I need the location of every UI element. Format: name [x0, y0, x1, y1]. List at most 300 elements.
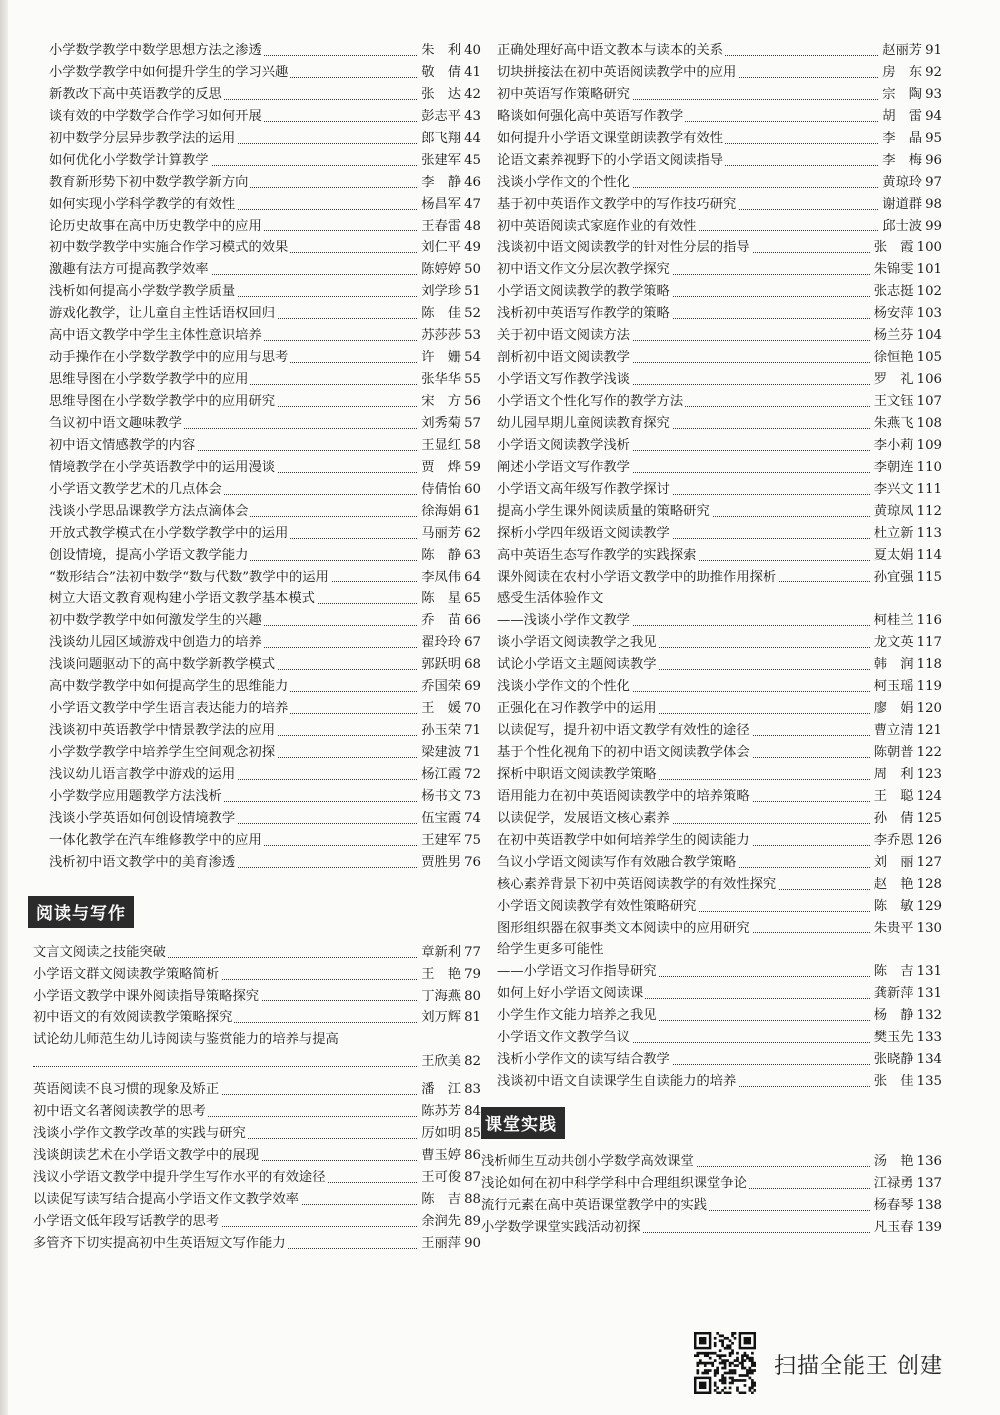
entry-author-page — [418, 1145, 481, 1167]
entry-page: 102 — [916, 284, 942, 300]
toc-entry — [497, 742, 942, 764]
entry-title: 浅谈初中语文自读课学生自读能力的培养 — [497, 1074, 737, 1090]
entry-title: 初中英语写作策略研究 — [497, 86, 630, 102]
toc-entry — [33, 1029, 481, 1051]
entry-title: ——浅谈小学作文教学 — [497, 613, 630, 629]
entry-title: 小学数学应用题教学方法浅析 — [49, 788, 222, 804]
entry-author-page — [871, 720, 942, 742]
entry-page: 101 — [916, 262, 942, 278]
entry-title: 刍议初中语文趣味教学 — [49, 415, 182, 431]
toc-entry — [481, 1195, 942, 1217]
entry-page: 139 — [916, 1219, 942, 1235]
entry-author-page — [871, 303, 942, 325]
toc-entry — [33, 1211, 481, 1233]
entry-title: 初中语文名著阅读教学的思考 — [33, 1104, 206, 1120]
toc-entry — [497, 545, 942, 567]
entry-author-page — [418, 303, 481, 325]
scanner-watermark — [694, 1332, 994, 1394]
entry-title: 流行元素在高中英语课堂教学中的实践 — [481, 1197, 708, 1213]
toc-entry — [497, 501, 942, 523]
entry-author: 刘 丽 — [873, 854, 914, 870]
entry-page: 56 — [464, 394, 481, 409]
entry-page: 50 — [464, 262, 481, 278]
entry-author-page — [871, 676, 942, 698]
entry-page: 124 — [916, 788, 942, 804]
entry-author: 江禄勇 — [873, 1175, 914, 1191]
entry-author: 马丽芳 — [421, 525, 462, 541]
entry-page: 61 — [464, 503, 481, 519]
entry-author: 王可俊 — [421, 1170, 462, 1185]
entry-title: 浅析初中英语写作教学的策略 — [497, 306, 670, 322]
entry-page: 134 — [916, 1052, 942, 1068]
entry-title: “数形结合”法初中数学“数与代数”教学中的运用 — [49, 569, 329, 585]
entry-author: 孙 倩 — [873, 810, 914, 826]
entry-author: 李兴文 — [873, 481, 914, 497]
entry-author: 陈 佳 — [421, 306, 462, 322]
toc-entry — [33, 1145, 481, 1167]
entry-page: 62 — [464, 525, 481, 541]
entry-page: 64 — [464, 569, 481, 585]
toc-entry — [33, 1189, 481, 1211]
entry-page: 122 — [916, 745, 942, 760]
toc-entry — [49, 523, 481, 545]
toc-entry — [49, 281, 481, 303]
entry-author-page — [871, 237, 942, 259]
entry-page: 70 — [464, 701, 481, 717]
toc-entry — [497, 567, 942, 589]
entry-page: 60 — [464, 481, 481, 497]
entry-page: 126 — [916, 832, 942, 848]
entry-page: 130 — [916, 920, 942, 936]
toc-entry — [33, 1007, 481, 1029]
toc-entry — [497, 918, 942, 940]
entry-author: 梁建波 — [421, 745, 462, 760]
entry-title: 在初中英语教学中如何培养学生的阅读能力 — [497, 832, 750, 848]
entry-title: 动手操作在小学数学教学中的应用与思考 — [49, 350, 289, 366]
entry-author: 王 媛 — [421, 701, 462, 717]
entry-author-page — [418, 808, 481, 830]
entry-author: 张 霞 — [873, 240, 914, 256]
entry-author-page — [871, 435, 942, 457]
entry-author: 陈 敏 — [873, 898, 914, 914]
toc-entry — [497, 676, 942, 698]
entry-title: 情境教学在小学英语教学中的运用漫谈 — [49, 459, 276, 475]
entry-page: 86 — [464, 1148, 481, 1164]
entry-title: 初中英语阅读式家庭作业的有效性 — [497, 218, 697, 234]
entry-title: 浅谈小学作文的个性化 — [497, 679, 630, 695]
entry-author-page — [871, 918, 942, 940]
entry-author-page — [871, 1173, 942, 1195]
entry-author-page — [871, 259, 942, 281]
entry-title: 浅析小学作文的读写结合教学 — [497, 1052, 670, 1068]
entry-title: 小学数学教学中如何提升学生的学习兴趣 — [49, 64, 289, 80]
entry-author: 曹玉婷 — [421, 1148, 462, 1164]
entry-author: 张 达 — [421, 86, 462, 102]
entry-title: 如何优化小学数学计算教学 — [49, 152, 209, 168]
entry-title: 小学语文低年段写话教学的思考 — [33, 1213, 220, 1229]
toc-entry — [497, 588, 942, 610]
entry-author-page — [418, 1051, 481, 1073]
toc-entry — [497, 1005, 942, 1027]
entry-author-page — [418, 1233, 481, 1255]
entry-title: 切块拼接法在初中英语阅读教学中的应用 — [497, 64, 737, 80]
toc-entry — [481, 1173, 942, 1195]
entry-author: 章新利 — [421, 944, 462, 960]
entry-author: 杨昌军 — [421, 196, 462, 212]
entry-title: 以读促写读写结合提高小学语文作文教学效率 — [33, 1191, 299, 1207]
entry-page: 54 — [464, 350, 481, 366]
entry-author: 汤 艳 — [873, 1154, 914, 1169]
entry-author-page — [418, 172, 481, 194]
entry-page: 76 — [464, 854, 481, 870]
toc-entry — [49, 545, 481, 567]
entry-page: 59 — [464, 459, 481, 475]
toc-entry — [49, 567, 481, 589]
entry-title: 初中数学教学中如何激发学生的兴趣 — [49, 613, 262, 629]
entry-page: 72 — [464, 766, 481, 782]
entry-author-page — [418, 40, 481, 62]
entry-author-page — [418, 588, 481, 610]
entry-author-page — [879, 216, 942, 238]
toc-entry — [497, 128, 942, 150]
entry-page: 53 — [464, 328, 481, 344]
entry-author: 朱燕飞 — [873, 415, 914, 431]
entry-author-page — [871, 479, 942, 501]
toc-entry — [497, 874, 942, 896]
entry-title: 浅谈朗读艺术在小学语文教学中的展现 — [33, 1148, 260, 1164]
toc-entry — [497, 1071, 942, 1093]
toc-entry — [497, 457, 942, 479]
entry-author: 李小莉 — [873, 437, 914, 453]
entry-author: 刘万辉 — [421, 1010, 462, 1026]
entry-author: 陈苏芳 — [421, 1104, 462, 1120]
entry-title: 如何提升小学语文课堂朗读教学有效性 — [497, 130, 724, 146]
entry-page: 65 — [464, 591, 481, 607]
entry-title: 浅析初中语文教学中的美育渗透 — [49, 854, 236, 870]
entry-page: 77 — [464, 944, 481, 960]
entry-title: 小学数学教学中数学思想方法之渗透 — [49, 43, 262, 58]
toc-left-column — [33, 40, 481, 1255]
entry-page: 127 — [916, 854, 942, 870]
entry-author-page — [879, 84, 942, 106]
toc-entry — [49, 369, 481, 391]
entry-page: 58 — [464, 437, 481, 453]
toc-entry — [49, 435, 481, 457]
entry-author: 孙玉荣 — [421, 723, 462, 739]
entry-author-page — [871, 786, 942, 808]
entry-author: 余润先 — [421, 1213, 462, 1229]
entry-page: 107 — [916, 394, 942, 409]
entry-title: 正确处理好高中语文教本与读本的关系 — [497, 43, 724, 58]
entry-author-page — [418, 986, 481, 1008]
entry-page: 135 — [916, 1074, 942, 1090]
entry-author-page — [418, 720, 481, 742]
entry-author-page — [418, 1189, 481, 1211]
entry-author-page — [418, 237, 481, 259]
entry-author-page — [418, 764, 481, 786]
entry-page: 108 — [916, 415, 942, 431]
entry-author: 杨 静 — [873, 1008, 914, 1024]
entry-author-page — [871, 545, 942, 567]
entry-title: 小学语文高年级写作教学探讨 — [497, 481, 670, 497]
entry-author: 王欣美 — [421, 1054, 462, 1070]
toc-entry — [497, 413, 942, 435]
entry-title: 论语文素养视野下的小学语文阅读指导 — [497, 152, 724, 168]
toc-entry — [497, 281, 942, 303]
entry-title: 探析中职语文阅读教学策略 — [497, 766, 657, 782]
toc-entry — [497, 347, 942, 369]
entry-author: 李凤伟 — [421, 569, 462, 585]
toc-entry — [497, 62, 942, 84]
entry-title: 浅谈幼儿园区域游戏中创造力的培养 — [49, 635, 262, 651]
entry-title: 以读促写，提升初中语文教学有效性的途径 — [497, 723, 750, 739]
entry-author: 夏太娟 — [873, 547, 914, 563]
entry-author: 张华华 — [421, 372, 462, 388]
entry-page: 99 — [925, 218, 942, 234]
entry-title: 以读促学，发展语文核心素养 — [497, 810, 670, 826]
entry-author: 陈 星 — [421, 591, 462, 607]
entry-author-page — [418, 479, 481, 501]
toc-entry — [497, 786, 942, 808]
entry-author-page — [418, 501, 481, 523]
entry-author: 伍宝霞 — [421, 810, 462, 826]
entry-author-page — [871, 369, 942, 391]
entry-page: 100 — [916, 240, 942, 256]
entry-title: 刍议小学语文阅读写作有效融合教学策略 — [497, 854, 737, 870]
toc-entry — [49, 457, 481, 479]
toc-entry — [49, 654, 481, 676]
entry-author-page — [418, 964, 481, 986]
entry-page: 118 — [916, 657, 942, 673]
entry-title: 小学数学课堂实践活动初探 — [481, 1219, 641, 1235]
entry-title: 图形组织器在叙事类文本阅读中的应用研究 — [497, 920, 750, 936]
entry-author-page — [871, 347, 942, 369]
entry-author: 贾胜男 — [421, 854, 462, 870]
entry-page: 105 — [916, 350, 942, 366]
entry-author-page — [418, 1211, 481, 1233]
entry-title: 如何实现小学科学教学的有效性 — [49, 196, 236, 212]
entry-author: 贾 烨 — [421, 459, 462, 475]
entry-page: 104 — [916, 328, 942, 344]
entry-author-page — [871, 852, 942, 874]
toc-entry — [497, 698, 942, 720]
toc-entry — [497, 84, 942, 106]
entry-author: 王显红 — [421, 437, 462, 453]
entry-author-page — [418, 457, 481, 479]
toc-entry-continuation — [33, 1051, 481, 1073]
entry-author: 徐海娟 — [421, 503, 462, 519]
entry-title: 高中语文教学中学生主体性意识培养 — [49, 328, 262, 344]
entry-author-page — [871, 764, 942, 786]
entry-author: 杜立新 — [873, 525, 914, 541]
entry-author: 朱 利 — [421, 43, 462, 58]
entry-author: 孙宜强 — [873, 569, 914, 585]
entry-author: 赵 艳 — [873, 876, 914, 892]
entry-page: 47 — [464, 196, 481, 212]
entry-author-page — [418, 62, 481, 84]
toc-entry — [49, 347, 481, 369]
entry-page: 109 — [916, 437, 942, 453]
entry-title: 小学语文作文教学刍议 — [497, 1030, 630, 1046]
entry-author-page — [879, 62, 942, 84]
entry-title: 给学生更多可能性 — [497, 942, 604, 958]
entry-page: 52 — [464, 306, 481, 322]
entry-title: 初中数学教学中实施合作学习模式的效果 — [49, 240, 289, 256]
toc-entry — [497, 106, 942, 128]
entry-author-page — [871, 567, 942, 589]
toc-entry — [49, 588, 481, 610]
entry-author: 杨春琴 — [873, 1197, 914, 1213]
entry-page: 131 — [916, 964, 942, 980]
entry-title: 正强化在习作教学中的运用 — [497, 701, 657, 717]
entry-author-page — [418, 1007, 481, 1029]
entry-title: 小学语文阅读教学浅析 — [497, 437, 630, 453]
entry-author-page — [418, 654, 481, 676]
toc-entry — [497, 808, 942, 830]
entry-author: 翟玲玲 — [421, 635, 462, 651]
entry-author: 杨书文 — [421, 788, 462, 804]
toc-entry — [49, 479, 481, 501]
entry-author-page — [871, 896, 942, 918]
entry-author: 朱锦雯 — [873, 262, 914, 278]
entry-page: 96 — [925, 152, 942, 168]
toc-entry — [497, 150, 942, 172]
entry-title: 基于初中英语作文教学中的写作技巧研究 — [497, 196, 737, 212]
entry-page: 93 — [925, 86, 942, 102]
entry-page: 75 — [464, 832, 481, 848]
entry-title: 小学语文群文阅读教学策略简析 — [33, 966, 220, 982]
entry-page: 95 — [925, 130, 942, 146]
entry-author-page — [871, 830, 942, 852]
entry-author: 王文钰 — [873, 394, 914, 409]
toc-entry — [33, 964, 481, 986]
entry-author-page — [871, 523, 942, 545]
entry-page: 85 — [464, 1126, 481, 1142]
toc-entry — [49, 698, 481, 720]
entry-title: 浅谈小学作文的个性化 — [497, 174, 630, 190]
entry-page: 136 — [916, 1154, 942, 1169]
entry-author: 李 梅 — [882, 152, 923, 168]
entry-page: 137 — [916, 1175, 942, 1191]
entry-author-page — [418, 545, 481, 567]
entry-title: 浅议幼儿语言教学中游戏的运用 — [49, 766, 236, 782]
toc-entry — [33, 1123, 481, 1145]
entry-author-page — [871, 983, 942, 1005]
entry-title: 课外阅读在农村小学语文教学中的助推作用探析 — [497, 569, 777, 585]
entry-title: 浅论如何在初中科学学科中合理组织课堂争论 — [481, 1175, 747, 1191]
entry-title: 浅谈小学英语如何创设情境教学 — [49, 810, 236, 826]
entry-page: 51 — [464, 284, 481, 300]
entry-author: 邱士波 — [882, 218, 923, 234]
entry-author: 苏莎莎 — [421, 328, 462, 344]
entry-author: 徐恒艳 — [873, 350, 914, 366]
toc-entry — [497, 852, 942, 874]
entry-author-page — [418, 435, 481, 457]
entry-author: 刘仁平 — [421, 240, 462, 256]
entry-author: 郎飞翔 — [421, 130, 462, 146]
entry-author-page — [418, 610, 481, 632]
entry-title: 小学语文教学中课外阅读指导策略探究 — [33, 988, 260, 1004]
entry-author-page — [871, 1049, 942, 1071]
entry-title: 剖析初中语文阅读教学 — [497, 350, 630, 366]
qr-code-icon — [694, 1332, 756, 1394]
entry-author-page — [879, 172, 942, 194]
entry-author-page — [871, 1195, 942, 1217]
entry-page: 129 — [916, 898, 942, 914]
entry-author-page — [418, 281, 481, 303]
toc-entry — [33, 986, 481, 1008]
entry-title: 游戏化教学，让儿童自主性话语权回归 — [49, 306, 276, 322]
entry-page: 123 — [916, 766, 942, 782]
toc-entry — [497, 896, 942, 918]
entry-page: 71 — [464, 723, 481, 739]
entry-page: 110 — [916, 459, 942, 475]
entry-title: 小学语文阅读教学的教学策略 — [497, 284, 670, 300]
toc-entry — [49, 150, 481, 172]
entry-page: 45 — [464, 152, 481, 168]
entry-title: 初中语文作文分层次教学探究 — [497, 262, 670, 278]
entry-page: 131 — [916, 986, 942, 1002]
entry-title: 浅谈初中语文阅读教学的针对性分层的指导 — [497, 240, 750, 256]
entry-author-page — [418, 216, 481, 238]
entry-author: 陈 吉 — [421, 1191, 462, 1207]
entry-page: 117 — [916, 635, 942, 651]
entry-author: 张晓静 — [873, 1052, 914, 1068]
entry-page: 116 — [916, 613, 942, 629]
section-heading-reading-writing: 阅读与写作 — [28, 896, 134, 928]
toc-entry — [481, 1217, 942, 1239]
toc-entry — [49, 501, 481, 523]
entry-title: 树立大语文教育观构建小学语文教学基本模式 — [49, 591, 315, 607]
entry-author: 敬 倩 — [421, 64, 462, 80]
entry-title: 小学语文阅读教学有效性策略研究 — [497, 898, 697, 914]
entry-page: 132 — [916, 1008, 942, 1024]
entry-author-page — [418, 698, 481, 720]
entry-author: 杨江霞 — [421, 766, 462, 782]
entry-author: 赵丽芳 — [882, 43, 923, 58]
entry-title: 小学生作文能力培养之我见 — [497, 1008, 657, 1024]
entry-page: 90 — [464, 1235, 481, 1251]
entry-author-page — [871, 325, 942, 347]
entry-page: 138 — [916, 1197, 942, 1213]
entry-author: 王丽萍 — [421, 1235, 462, 1251]
toc-entry — [49, 106, 481, 128]
entry-author-page — [879, 150, 942, 172]
toc-entry — [49, 259, 481, 281]
toc-entry — [497, 654, 942, 676]
entry-page: 114 — [916, 547, 942, 563]
entry-author: 谢道群 — [882, 196, 923, 212]
entry-title: 多管齐下切实提高初中生英语短文写作能力 — [33, 1235, 286, 1251]
entry-page: 79 — [464, 966, 481, 982]
entry-page: 67 — [464, 635, 481, 651]
entry-author: 郭跃明 — [421, 657, 462, 673]
entry-title: 浅谈小学思品课教学方法点滴体会 — [49, 503, 249, 519]
entry-title: ——小学语文习作指导研究 — [497, 964, 657, 980]
entry-page: 111 — [916, 481, 942, 497]
toc-entry — [49, 40, 481, 62]
entry-title: 小学语文写作教学浅谈 — [497, 372, 630, 388]
entry-author-page — [879, 40, 942, 62]
entry-author-page — [418, 567, 481, 589]
entry-title: 浅谈小学作文教学改革的实践与研究 — [33, 1126, 246, 1142]
toc-entry — [497, 939, 942, 961]
entry-author-page — [418, 150, 481, 172]
entry-title: 初中语文的有效阅读教学策略探究 — [33, 1010, 233, 1026]
entry-author: 杨兰芬 — [873, 328, 914, 344]
entry-title: 教育新形势下初中数学教学新方向 — [49, 174, 249, 190]
entry-page: 119 — [916, 679, 942, 695]
